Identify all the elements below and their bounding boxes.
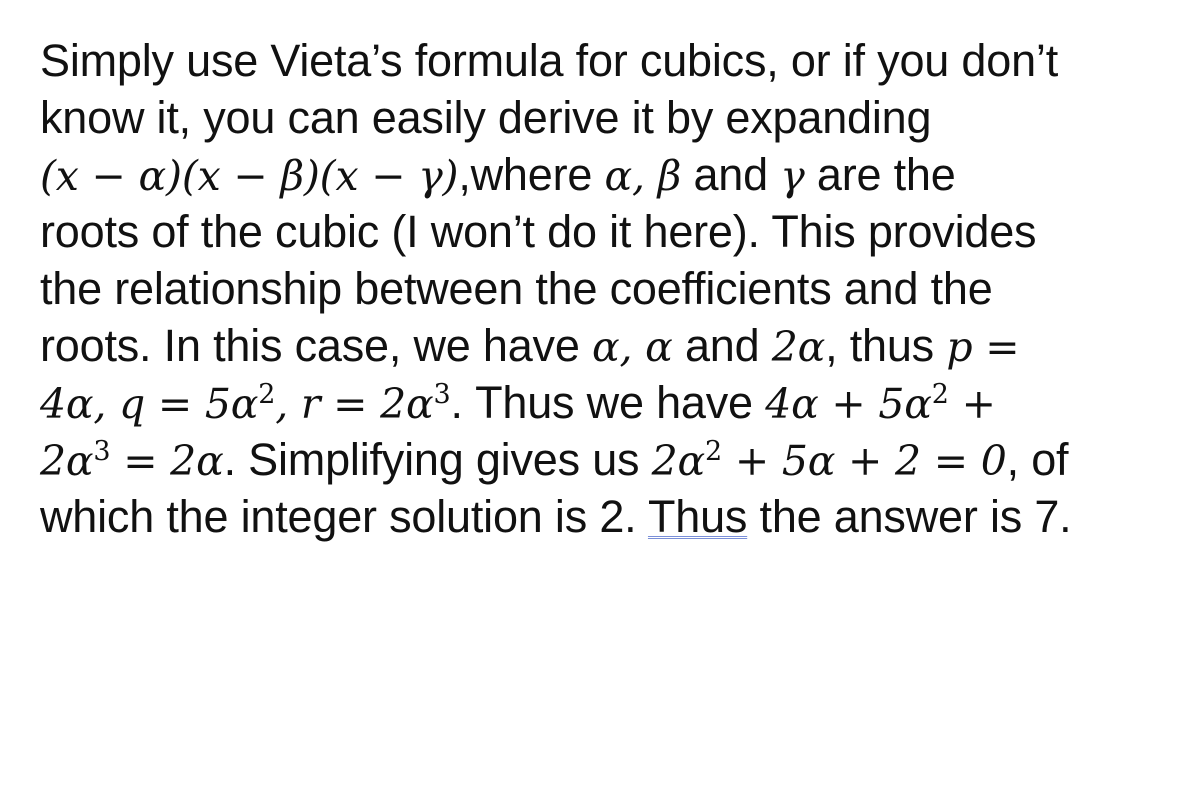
text-line-4: roots of the cubic (I won’t do it here). This provides <box>40 206 1037 257</box>
text-thus-we-have: . Thus we have <box>450 377 753 428</box>
text-line-7 <box>40 374 1180 431</box>
document-body <box>40 32 1180 545</box>
text-line-8 <box>40 431 1180 488</box>
math-equals-two-alpha: = 2α <box>110 437 224 485</box>
math-alpha-beta: α, β <box>604 152 682 200</box>
text-and: and <box>684 320 760 371</box>
text-integer-solution: which the integer solution is 2. <box>40 491 637 542</box>
text-line-9 <box>40 488 1180 545</box>
text-answer: the answer is 7. <box>759 491 1072 542</box>
math-factor-gamma: (x − γ) <box>319 152 459 200</box>
text-roots-case: roots. In this case, we have <box>40 320 580 371</box>
text-and: and <box>693 149 768 200</box>
math-p-q-values: 4α, q = 5α <box>40 380 259 428</box>
text-line-2: know it, you can easily derive it by expanding <box>40 92 932 143</box>
text-where: ,where <box>458 149 593 200</box>
math-sum-expression: 4α + 5α <box>765 380 932 428</box>
text-simplifying: . Simplifying gives us <box>223 434 640 485</box>
math-exponent: 2 <box>705 436 722 468</box>
text-line-5: the relationship between the coefficients and the <box>40 263 993 314</box>
math-two-alpha: 2α <box>771 323 826 371</box>
math-exponent: 2 <box>931 379 949 411</box>
text-line-3 <box>40 146 1180 203</box>
math-gamma: γ <box>780 152 805 200</box>
math-p-equals: p = <box>946 323 1020 371</box>
math-plus: + <box>948 380 996 428</box>
math-r-value: , r = 2α <box>275 380 434 428</box>
text-of: , of <box>1006 434 1069 485</box>
math-two-alpha-cubed: 2α <box>40 437 94 485</box>
math-quadratic-end: + 5α + 2 = 0 <box>722 437 1007 485</box>
text-line-1: Simply use Vieta’s formula for cubics, or if you don’t <box>40 35 1059 86</box>
math-factor-alpha: (x − α) <box>40 152 182 200</box>
math-roots-alpha: α, α <box>592 323 673 371</box>
text-thus: , thus <box>825 320 934 371</box>
text-line-6 <box>40 317 1180 374</box>
math-factor-beta: (x − β) <box>181 152 320 200</box>
math-exponent: 3 <box>93 436 111 468</box>
text-are-the: are the <box>816 149 956 200</box>
math-exponent: 2 <box>258 379 276 411</box>
math-quadratic-start: 2α <box>651 437 706 485</box>
spellcheck-underlined-word: Thus <box>647 491 748 542</box>
math-exponent: 3 <box>433 379 451 411</box>
